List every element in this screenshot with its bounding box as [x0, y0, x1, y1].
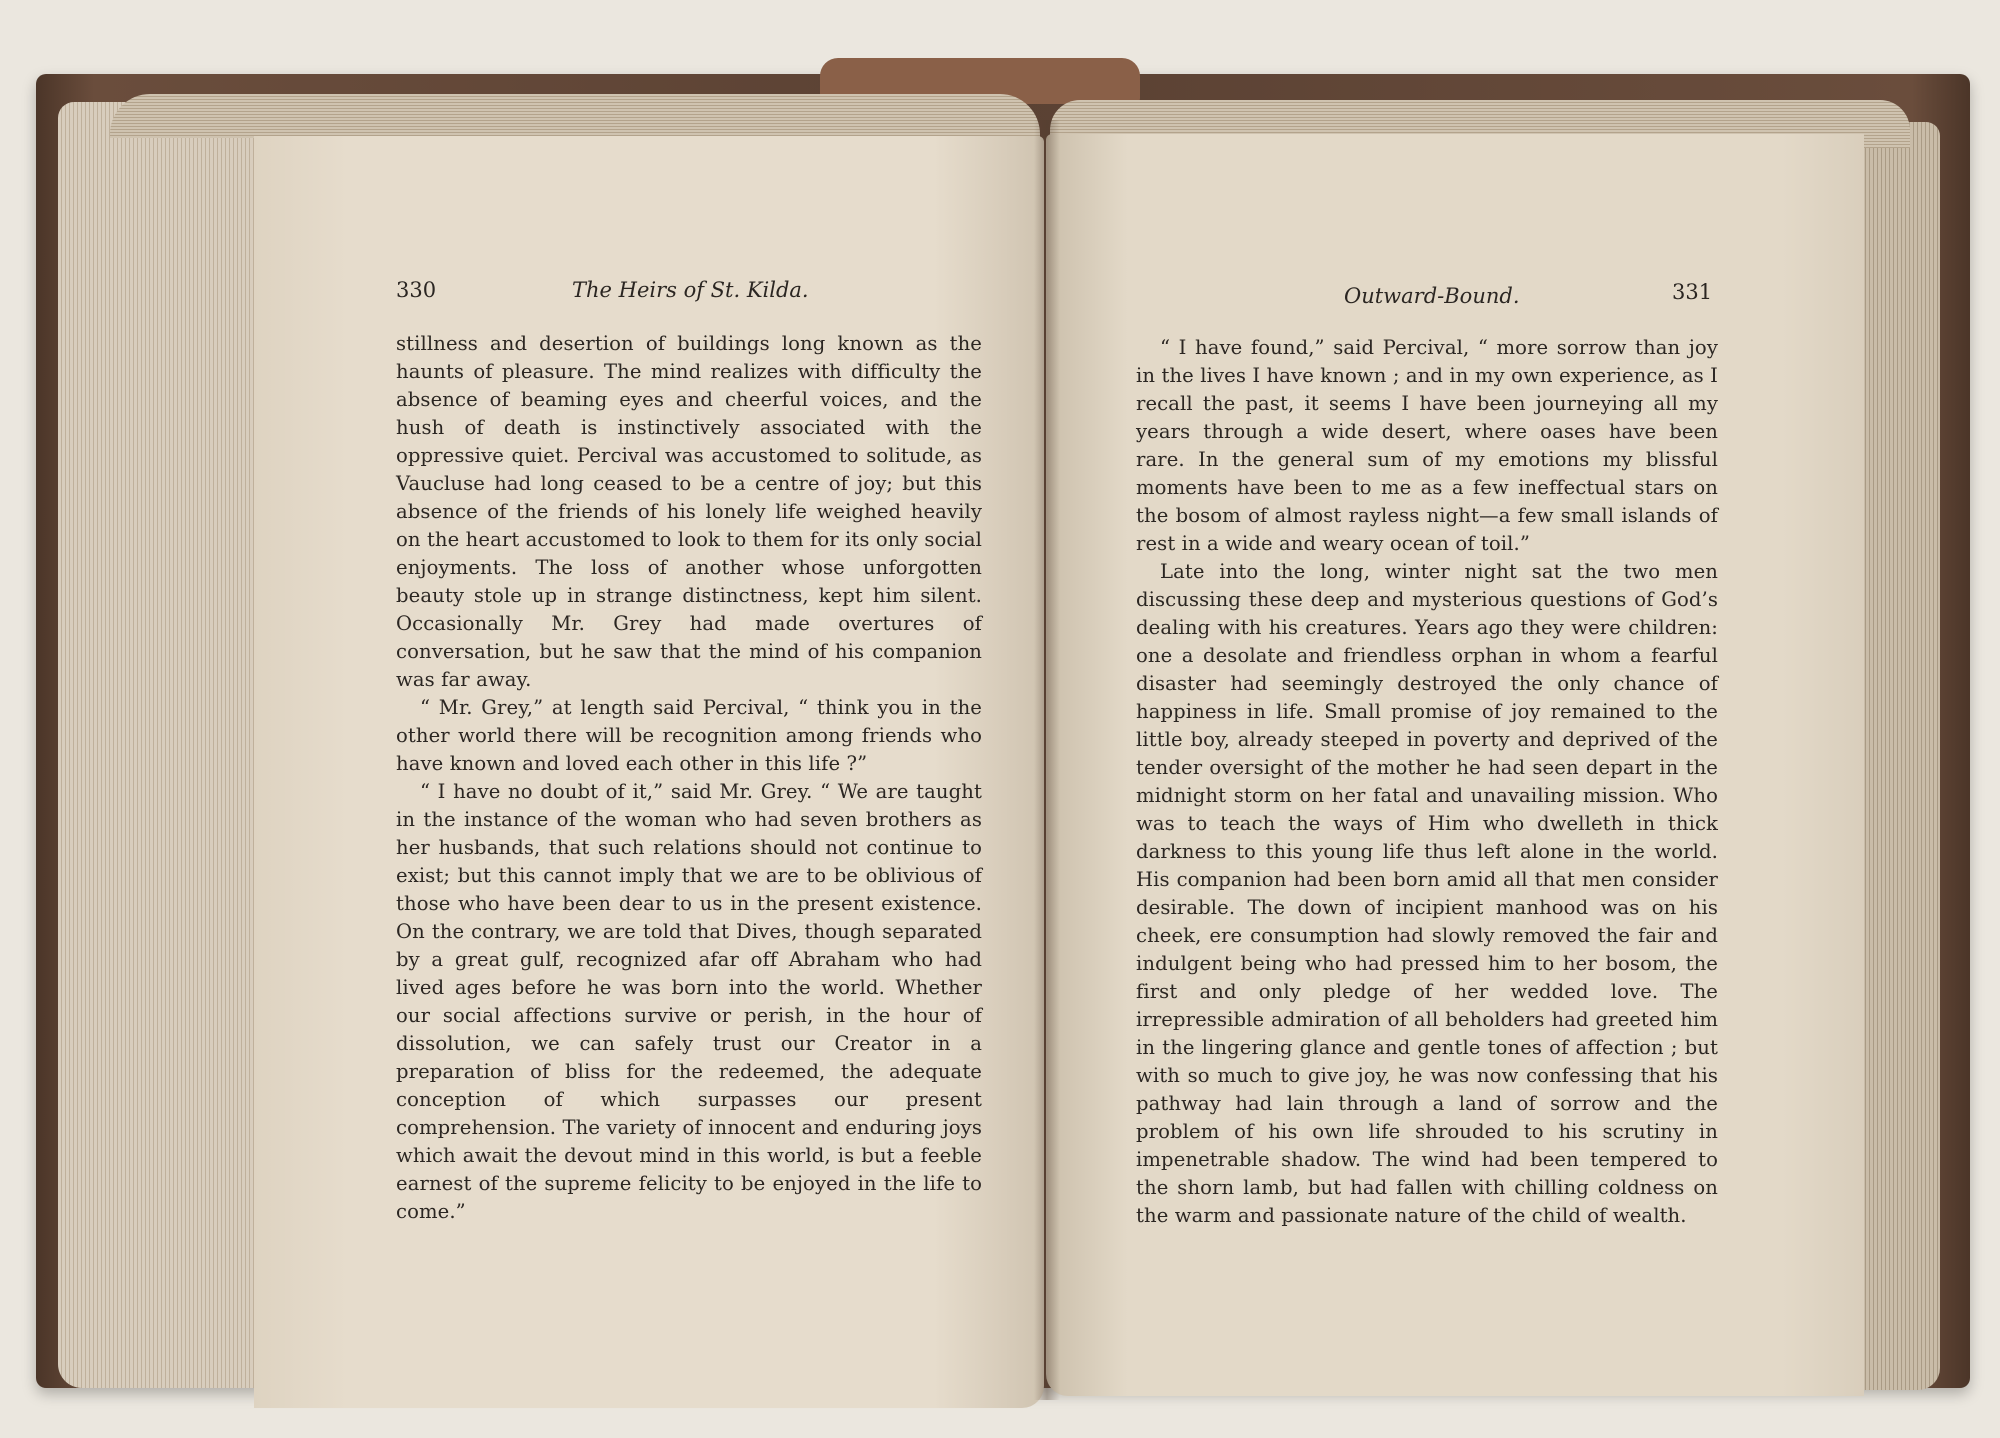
- paragraph: “ I have no doubt of it,” said Mr. Grey. “ We are taught in the instance of the woman who had seven brothers as her husbands, that such relations should not continue to exist; but this cannot imply that we are to be oblivious of those who have been dear to us in the present existence. On the contrary, we are told that Dives, though separated by a great gulf, recognized afar off Abraham who had lived ages before he was born into the world. Whether our social affections survive or perish, in the hour of dissolution, we can safely trust our Creator in a preparation of bliss for the redeemed, the adequate conception of which surpasses our present comprehension. The variety of innocent and enduring joys which await the devout mind in this world, is but a feeble earnest of the supreme felicity to be enjoyed in the life to come.”: [396, 780, 982, 1223]
- left-page-text: [396, 330, 982, 1226]
- right-page-text: [1136, 334, 1718, 1230]
- page-number-right: 331: [1672, 280, 1713, 304]
- paragraph: “ I have found,” said Percival, “ more sorrow than joy in the lives I have known ; and in my own experience, as I recall the past, it seems I have been journeying all my years through a wide desert, where oases have been rare. In the general sum of my emotions my blissful moments have been to me as a few ineffectual stars on the bosom of almost rayless night—a few small islands of rest in a wide and weary ocean of toil.”: [1136, 336, 1718, 555]
- page-edges-right: [1858, 122, 1940, 1390]
- page-number-left: 330: [396, 278, 437, 302]
- left-page: [254, 136, 1044, 1408]
- page-edges-left: [58, 102, 258, 1388]
- page-edges-top-left: [110, 94, 1040, 138]
- right-page: [1046, 134, 1864, 1396]
- running-head-left: The Heirs of St. Kilda.: [572, 278, 809, 302]
- paragraph: stillness and desertion of buildings long known as the haunts of pleasure. The mind realizes with difficulty the absence of beaming eyes and cheerful voices, and the hush of death is instinctively associated with the oppressive quiet. Percival was accustomed to solitude, as Vaucluse had long ceased to be a centre of joy; but this absence of the friends of his lonely life weighed heavily on the heart accustomed to look to them for its only social enjoyments. The loss of another whose unforgotten beauty stole up in strange distinctness, kept him silent. Occasionally Mr. Grey had made overtures of conversation, but he saw that the mind of his companion was far away.: [396, 332, 982, 691]
- paragraph: Late into the long, winter night sat the two men discussing these deep and mysterious questions of God’s dealing with his creatures. Years ago they were children: one a desolate and friendless orphan in whom a fearful disaster had seemingly destroyed the only chance of happiness in life. Small promise of joy remained to the little boy, already steeped in poverty and deprived of the tender oversight of the mother he had seen depart in the midnight storm on her fatal and unavailing mission. Who was to teach the ways of Him who dwelleth in thick darkness to this young life thus left alone in the world. His companion had been born amid all that men consider desirable. The down of incipient manhood was on his cheek, ere consumption had slowly removed the fair and indulgent being who had pressed him to her bosom, the first and only pledge of her wedded love. The irrepressible admiration of all beholders had greeted him in the lingering glance and gentle tones of affection ; but with so much to give joy, he was now confessing that his pathway had lain through a land of sorrow and the problem of his own life shrouded to his scrutiny in impenetrable shadow. The wind had been tempered to the shorn lamb, but had fallen with chilling coldness on the warm and passionate nature of the child of wealth.: [1136, 560, 1718, 1227]
- book-gutter: [1034, 120, 1060, 1400]
- paragraph: “ Mr. Grey,” at length said Percival, “ think you in the other world there will be recognition among friends who have known and loved each other in this life ?”: [396, 696, 982, 775]
- running-head-right: Outward-Bound.: [1344, 284, 1520, 308]
